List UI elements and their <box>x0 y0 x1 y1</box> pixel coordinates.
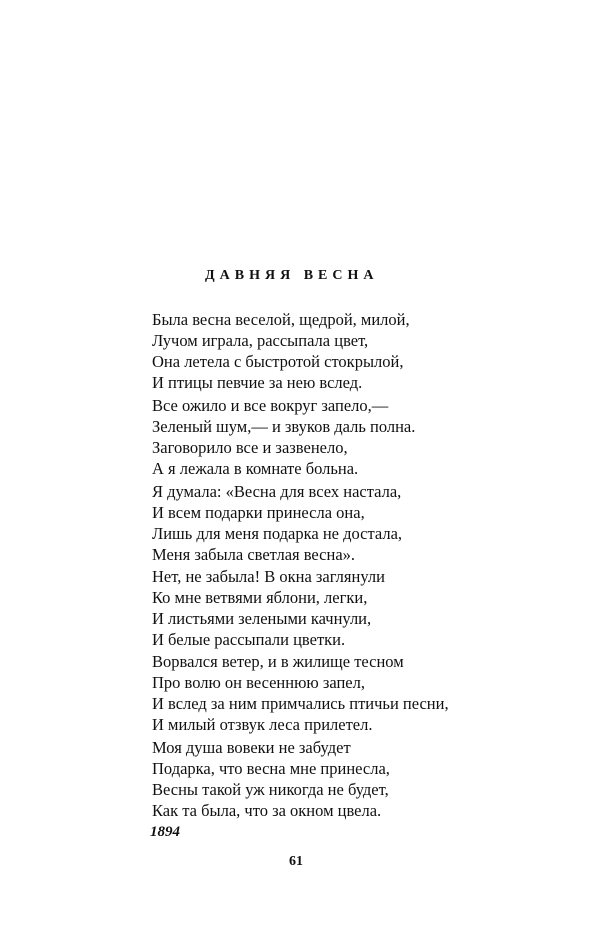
poem-line: Зеленый шум,— и звуков даль полна. <box>152 417 416 436</box>
poem-line: Ворвался ветер, и в жилище тесном <box>152 652 404 671</box>
stanza-1 <box>152 309 410 393</box>
poem-line: Она летела с быстротой стокрылой, <box>152 352 404 371</box>
stanza-6 <box>152 737 390 821</box>
poem-line: И вслед за ним примчались птичьи песни, <box>152 694 449 713</box>
poem-line: И белые рассыпали цветки. <box>152 630 346 649</box>
poem-line: Весны такой уж никогда не будет, <box>152 780 389 799</box>
poem-line: Подарка, что весна мне принесла, <box>152 759 390 778</box>
poem-line: А я лежала в комнате больна. <box>152 459 359 478</box>
poem-date: 1894 <box>150 824 180 840</box>
poem-line: Все ожило и все вокруг запело,— <box>152 396 389 415</box>
stanza-5 <box>152 651 449 735</box>
poem-line: И милый отзвук леса прилетел. <box>152 715 373 734</box>
poem-line: Моя душа вовеки не забудет <box>152 738 351 757</box>
poem-line: Нет, не забыла! В окна заглянули <box>152 567 385 586</box>
poem-line: Заговорило все и зазвенело, <box>152 438 348 457</box>
stanza-3 <box>152 481 402 565</box>
page-number: 61 <box>289 854 303 869</box>
stanza-4 <box>152 566 385 650</box>
poem-line: Была весна веселой, щедрой, милой, <box>152 310 410 329</box>
poem-line: И листьями зелеными качнули, <box>152 609 372 628</box>
poem-line: Лучом играла, рассыпала цвет, <box>152 331 369 350</box>
poem-line: И птицы певчие за нею вслед. <box>152 373 363 392</box>
poem-line: Лишь для меня подарка не достала, <box>152 524 403 543</box>
poem-line: И всем подарки принесла она, <box>152 503 365 522</box>
poem-line: Я думала: «Весна для всех настала, <box>152 482 402 501</box>
poem-line: Про волю он весеннюю запел, <box>152 673 365 692</box>
poem-title: ДАВНЯЯ ВЕСНА <box>205 268 379 283</box>
poem-line: Меня забыла светлая весна». <box>152 545 356 564</box>
poem-line: Как та была, что за окном цвела. <box>152 801 382 820</box>
stanza-2 <box>152 395 415 479</box>
poem-line: Ко мне ветвями яблони, легки, <box>152 588 368 607</box>
